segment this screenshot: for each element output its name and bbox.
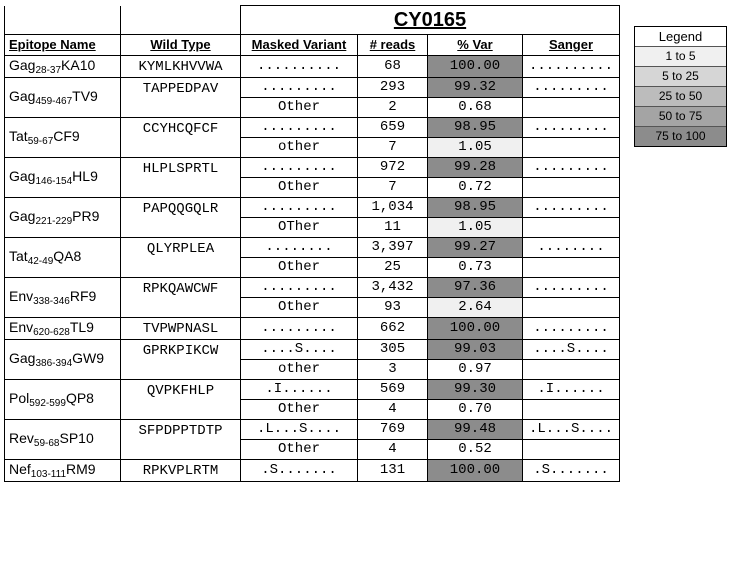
sanger-sequence xyxy=(523,400,620,420)
sanger-sequence xyxy=(523,138,620,158)
masked-variant: .L...S.... xyxy=(241,420,358,440)
masked-variant: ......... xyxy=(241,318,358,340)
percent-variant: 97.36 xyxy=(428,278,523,298)
percent-variant: 1.05 xyxy=(428,218,523,238)
wild-type-sequence: CCYHCQFCF xyxy=(121,118,241,158)
epitope-code: TL9 xyxy=(69,319,94,335)
masked-variant: other xyxy=(241,360,358,380)
epitope-protein: Rev xyxy=(9,430,34,446)
epitope-protein: Env xyxy=(9,319,34,335)
epitope-positions: 59-67 xyxy=(27,136,54,147)
read-count: 93 xyxy=(358,298,428,318)
epitope-positions: 59-68 xyxy=(33,438,60,449)
epitope-code: CF9 xyxy=(53,128,80,144)
wild-type-sequence: PAPQQGQLR xyxy=(121,198,241,238)
percent-variant: 99.28 xyxy=(428,158,523,178)
epitope-code: PR9 xyxy=(72,208,100,224)
percent-variant: 99.03 xyxy=(428,340,523,360)
table-row xyxy=(5,78,620,98)
epitope-positions: 146-154 xyxy=(35,176,73,187)
sanger-sequence: ........ xyxy=(523,238,620,258)
table-row xyxy=(5,56,620,78)
percent-variant: 99.32 xyxy=(428,78,523,98)
epitope-name xyxy=(5,78,121,118)
epitope-name xyxy=(5,318,121,340)
read-count: 293 xyxy=(358,78,428,98)
epitope-protein: Tat xyxy=(9,248,28,264)
epitope-code: RF9 xyxy=(69,288,97,304)
wild-type-sequence: QVPKFHLP xyxy=(121,380,241,420)
sanger-sequence xyxy=(523,218,620,238)
sanger-sequence: ....S.... xyxy=(523,340,620,360)
sanger-sequence xyxy=(523,298,620,318)
percent-variant: 0.73 xyxy=(428,258,523,278)
wild-type-sequence: HLPLSPRTL xyxy=(121,158,241,198)
epitope-name xyxy=(5,56,121,78)
masked-variant: .S....... xyxy=(241,460,358,482)
epitope-protein: Gag xyxy=(9,168,36,184)
epitope-protein: Tat xyxy=(9,128,28,144)
percent-variant: 100.00 xyxy=(428,56,523,78)
wild-type-sequence: TVPWPNASL xyxy=(121,318,241,340)
table-row xyxy=(5,380,620,400)
read-count: 25 xyxy=(358,258,428,278)
epitope-name xyxy=(5,278,121,318)
read-count: 2 xyxy=(358,98,428,118)
sanger-sequence: .I...... xyxy=(523,380,620,400)
epitope-code: QA8 xyxy=(53,248,82,264)
masked-variant: Other xyxy=(241,440,358,460)
sanger-sequence xyxy=(523,440,620,460)
legend-item: 50 to 75 xyxy=(635,106,726,126)
epitope-positions: 42-49 xyxy=(27,256,54,267)
masked-variant: ....S.... xyxy=(241,340,358,360)
title-row xyxy=(5,6,620,35)
legend-item: 25 to 50 xyxy=(635,86,726,106)
epitope-code: QP8 xyxy=(65,390,94,406)
epitope-protein: Gag xyxy=(9,88,36,104)
sanger-sequence: .S....... xyxy=(523,460,620,482)
legend-item: 5 to 25 xyxy=(635,66,726,86)
percent-variant: 2.64 xyxy=(428,298,523,318)
epitope-code: KA10 xyxy=(61,57,96,73)
epitope-protein: Env xyxy=(9,288,34,304)
read-count: 972 xyxy=(358,158,428,178)
legend-item: 75 to 100 xyxy=(635,126,726,146)
epitope-name xyxy=(5,158,121,198)
legend xyxy=(634,26,727,147)
sanger-sequence: .......... xyxy=(523,56,620,78)
epitope-name xyxy=(5,380,121,420)
epitope-positions: 221-229 xyxy=(35,216,73,227)
percent-variant: 100.00 xyxy=(428,460,523,482)
masked-variant: ......... xyxy=(241,158,358,178)
masked-variant: ........ xyxy=(241,238,358,258)
epitope-protein: Gag xyxy=(9,350,36,366)
read-count: 3 xyxy=(358,360,428,380)
epitope-code: GW9 xyxy=(72,350,105,366)
epitope-name xyxy=(5,420,121,460)
masked-variant: ......... xyxy=(241,78,358,98)
epitope-protein: Gag xyxy=(9,208,36,224)
percent-variant: 99.48 xyxy=(428,420,523,440)
read-count: 569 xyxy=(358,380,428,400)
epitope-name xyxy=(5,118,121,158)
epitope-code: RM9 xyxy=(66,461,96,477)
epitope-name xyxy=(5,238,121,278)
masked-variant: other xyxy=(241,138,358,158)
sanger-sequence xyxy=(523,98,620,118)
epitope-positions: 459-467 xyxy=(35,96,73,107)
epitope-code: TV9 xyxy=(72,88,98,104)
percent-variant: 99.30 xyxy=(428,380,523,400)
epitope-name xyxy=(5,460,121,482)
table-row xyxy=(5,278,620,298)
table-row xyxy=(5,118,620,138)
read-count: 3,397 xyxy=(358,238,428,258)
table-row xyxy=(5,238,620,258)
sanger-sequence: .L...S.... xyxy=(523,420,620,440)
epitope-positions: 103-111 xyxy=(30,469,67,480)
variant-table xyxy=(4,5,620,482)
read-count: 662 xyxy=(358,318,428,340)
legend-item: 1 to 5 xyxy=(635,46,726,66)
percent-variant: 0.72 xyxy=(428,178,523,198)
masked-variant: .......... xyxy=(241,56,358,78)
masked-variant: Other xyxy=(241,258,358,278)
epitope-positions: 338-346 xyxy=(33,296,70,307)
epitope-positions: 28-37 xyxy=(35,65,62,76)
percent-variant: 98.95 xyxy=(428,118,523,138)
blank-cell xyxy=(121,6,241,35)
table-row xyxy=(5,158,620,178)
percent-variant: 0.97 xyxy=(428,360,523,380)
wild-type-sequence: QLYRPLEA xyxy=(121,238,241,278)
percent-variant: 0.70 xyxy=(428,400,523,420)
sample-title: CY0165 xyxy=(241,6,620,35)
table-row xyxy=(5,198,620,218)
wild-type-sequence: RPKVPLRTM xyxy=(121,460,241,482)
read-count: 659 xyxy=(358,118,428,138)
header-epitope: Epitope Name xyxy=(5,35,121,56)
percent-variant: 0.52 xyxy=(428,440,523,460)
percent-variant: 99.27 xyxy=(428,238,523,258)
table-row xyxy=(5,420,620,440)
masked-variant: Other xyxy=(241,400,358,420)
masked-variant: ......... xyxy=(241,278,358,298)
header-wild-type: Wild Type xyxy=(121,35,241,56)
masked-variant: OTher xyxy=(241,218,358,238)
wild-type-sequence: GPRKPIKCW xyxy=(121,340,241,380)
sanger-sequence: ......... xyxy=(523,278,620,298)
epitope-positions: 386-394 xyxy=(35,358,73,369)
masked-variant: .I...... xyxy=(241,380,358,400)
masked-variant: ......... xyxy=(241,198,358,218)
header-pct-var: % Var xyxy=(428,35,523,56)
wild-type-sequence: RPKQAWCWF xyxy=(121,278,241,318)
epitope-protein: Nef xyxy=(9,461,31,477)
epitope-protein: Gag xyxy=(9,57,36,73)
wild-type-sequence: KYMLKHVVWA xyxy=(121,56,241,78)
read-count: 131 xyxy=(358,460,428,482)
sanger-sequence: ......... xyxy=(523,318,620,340)
header-row xyxy=(5,35,620,56)
read-count: 11 xyxy=(358,218,428,238)
epitope-positions: 620-628 xyxy=(33,327,70,338)
epitope-code: SP10 xyxy=(59,430,94,446)
read-count: 7 xyxy=(358,138,428,158)
epitope-positions: 592-599 xyxy=(29,398,66,409)
wild-type-sequence: TAPPEDPAV xyxy=(121,78,241,118)
percent-variant: 100.00 xyxy=(428,318,523,340)
header-sanger: Sanger xyxy=(523,35,620,56)
sanger-sequence xyxy=(523,360,620,380)
percent-variant: 1.05 xyxy=(428,138,523,158)
masked-variant: Other xyxy=(241,298,358,318)
read-count: 4 xyxy=(358,400,428,420)
wild-type-sequence: SFPDPPTDTP xyxy=(121,420,241,460)
read-count: 3,432 xyxy=(358,278,428,298)
epitope-code: HL9 xyxy=(72,168,98,184)
masked-variant: Other xyxy=(241,98,358,118)
header-masked-variant: Masked Variant xyxy=(241,35,358,56)
sanger-sequence: ......... xyxy=(523,158,620,178)
sanger-sequence xyxy=(523,258,620,278)
epitope-name xyxy=(5,198,121,238)
read-count: 769 xyxy=(358,420,428,440)
masked-variant: Other xyxy=(241,178,358,198)
sanger-sequence: ......... xyxy=(523,78,620,98)
table-row xyxy=(5,340,620,360)
table-row xyxy=(5,460,620,482)
masked-variant: ......... xyxy=(241,118,358,138)
read-count: 4 xyxy=(358,440,428,460)
blank-cell xyxy=(5,6,121,35)
legend-title: Legend xyxy=(635,27,726,46)
table-row xyxy=(5,318,620,340)
read-count: 7 xyxy=(358,178,428,198)
epitope-name xyxy=(5,340,121,380)
percent-variant: 98.95 xyxy=(428,198,523,218)
sanger-sequence: ......... xyxy=(523,198,620,218)
header-reads: # reads xyxy=(358,35,428,56)
epitope-protein: Pol xyxy=(9,390,30,406)
percent-variant: 0.68 xyxy=(428,98,523,118)
sanger-sequence: ......... xyxy=(523,118,620,138)
read-count: 68 xyxy=(358,56,428,78)
read-count: 305 xyxy=(358,340,428,360)
sanger-sequence xyxy=(523,178,620,198)
read-count: 1,034 xyxy=(358,198,428,218)
